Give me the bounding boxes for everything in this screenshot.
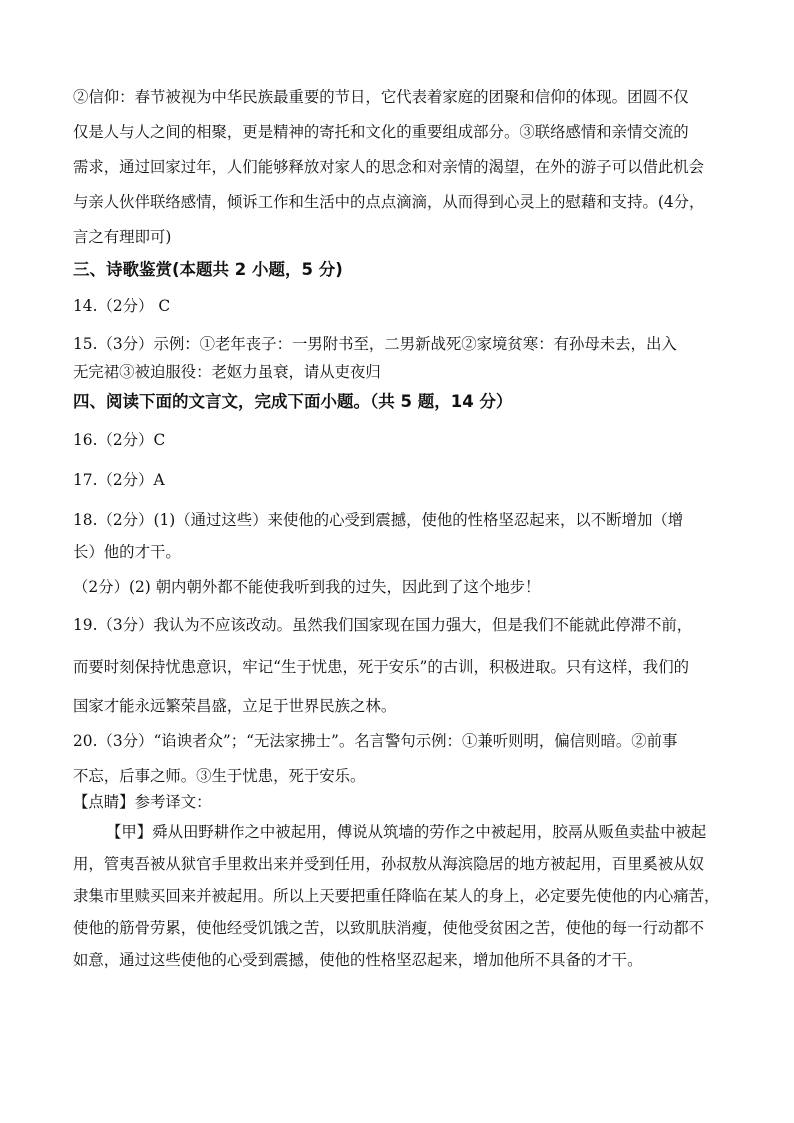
translation-note-heading: 【点睛】参考译文： [73, 793, 212, 811]
question-19-answer-cont: 而要时刻保持忧患意识，牢记“生于忧患，死于安乐”的古训，积极进取。只有这样，我们的 [73, 658, 689, 676]
section-heading-poetry: 三、诗歌鉴赏(本题共 2 小题，5 分) [73, 260, 343, 279]
answer-line: 与亲人伙伴联络感情，倾诉工作和生活中的点点滴滴，从而得到心灵上的慰藉和支持。(4分， [73, 193, 705, 211]
translation-paragraph: 用，管夷吾被从狱官手里救出来并受到任用，孙叔敖从海滨隐居的地方被起用，百里奚被从奴 [73, 855, 705, 873]
question-20-answer-cont: 不忘，后事之师。③生于忧患，死于安乐。 [73, 767, 366, 785]
answer-line: 言之有理即可) [73, 228, 172, 246]
answer-line: 仅是人与人之间的相聚，更是精神的寄托和文化的重要组成部分。③联络感情和亲情交流的 [73, 123, 689, 141]
question-18-part2: （2分）(2) 朝内朝外都不能使我听到我的过失，因此到了这个地步！ [73, 578, 541, 596]
answer-line: 需求，通过回家过年，人们能够释放对家人的思念和对亲情的渴望，在外的游子可以借此机会 [73, 158, 705, 176]
question-18-answer: 18.（2分）(1)（通过这些）来使他的心受到震撼，使他的性格坚忍起来，以不断增加（增 [73, 511, 684, 529]
translation-paragraph: 隶集市里赎买回来并被起用。所以上天要把重任降临在某人的身上，必定要先使他的内心痛苦， [73, 887, 720, 905]
question-19-answer-cont: 国家才能永远繁荣昌盛，立足于世界民族之林。 [73, 697, 397, 715]
document-page [73, 88, 723, 969]
answer-line: ②信仰：春节被视为中华民族最重要的节日，它代表着家庭的团聚和信仰的体现。团圆不仅 [73, 88, 689, 106]
translation-paragraph: 【甲】舜从田野耕作之中被起用，傅说从筑墙的劳作之中被起用，胶鬲从贩鱼卖盐中被起 [106, 823, 707, 841]
question-18-answer-cont: 长）他的才干。 [73, 543, 181, 561]
question-15-answer: 15.（3分）示例：①老年丧子：一男附书至，二男新战死②家境贫寒：有孙母未去，出入 [73, 335, 677, 353]
question-17-answer: 17.（2分）A [73, 471, 165, 489]
question-14-answer: 14.（2分） C [73, 297, 171, 315]
question-16-answer: 16.（2分）C [73, 431, 166, 449]
question-15-answer-cont: 无完裙③被迫服役：老妪力虽衰，请从吏夜归 [73, 363, 381, 381]
question-19-answer: 19.（3分）我认为不应该改动。虽然我们国家现在国力强大，但是我们不能就此停滞不前， [73, 616, 693, 634]
question-20-answer: 20.（3分）“谄谀者众”；“无法家拂士”。名言警句示例：①兼听则明，偏信则暗。②前事 [73, 732, 678, 750]
translation-paragraph: 如意，通过这些使他的心受到震撼，使他的性格坚忍起来，增加他所不具备的才干。 [73, 951, 643, 969]
section-heading-classical: 四、阅读下面的文言文，完成下面小题。（共 5 题，14 分） [73, 392, 513, 411]
translation-paragraph: 使他的筋骨劳累，使他经受饥饿之苦，以致肌肤消瘦，使他受贫困之苦，使他的每一行动都不 [73, 919, 705, 937]
